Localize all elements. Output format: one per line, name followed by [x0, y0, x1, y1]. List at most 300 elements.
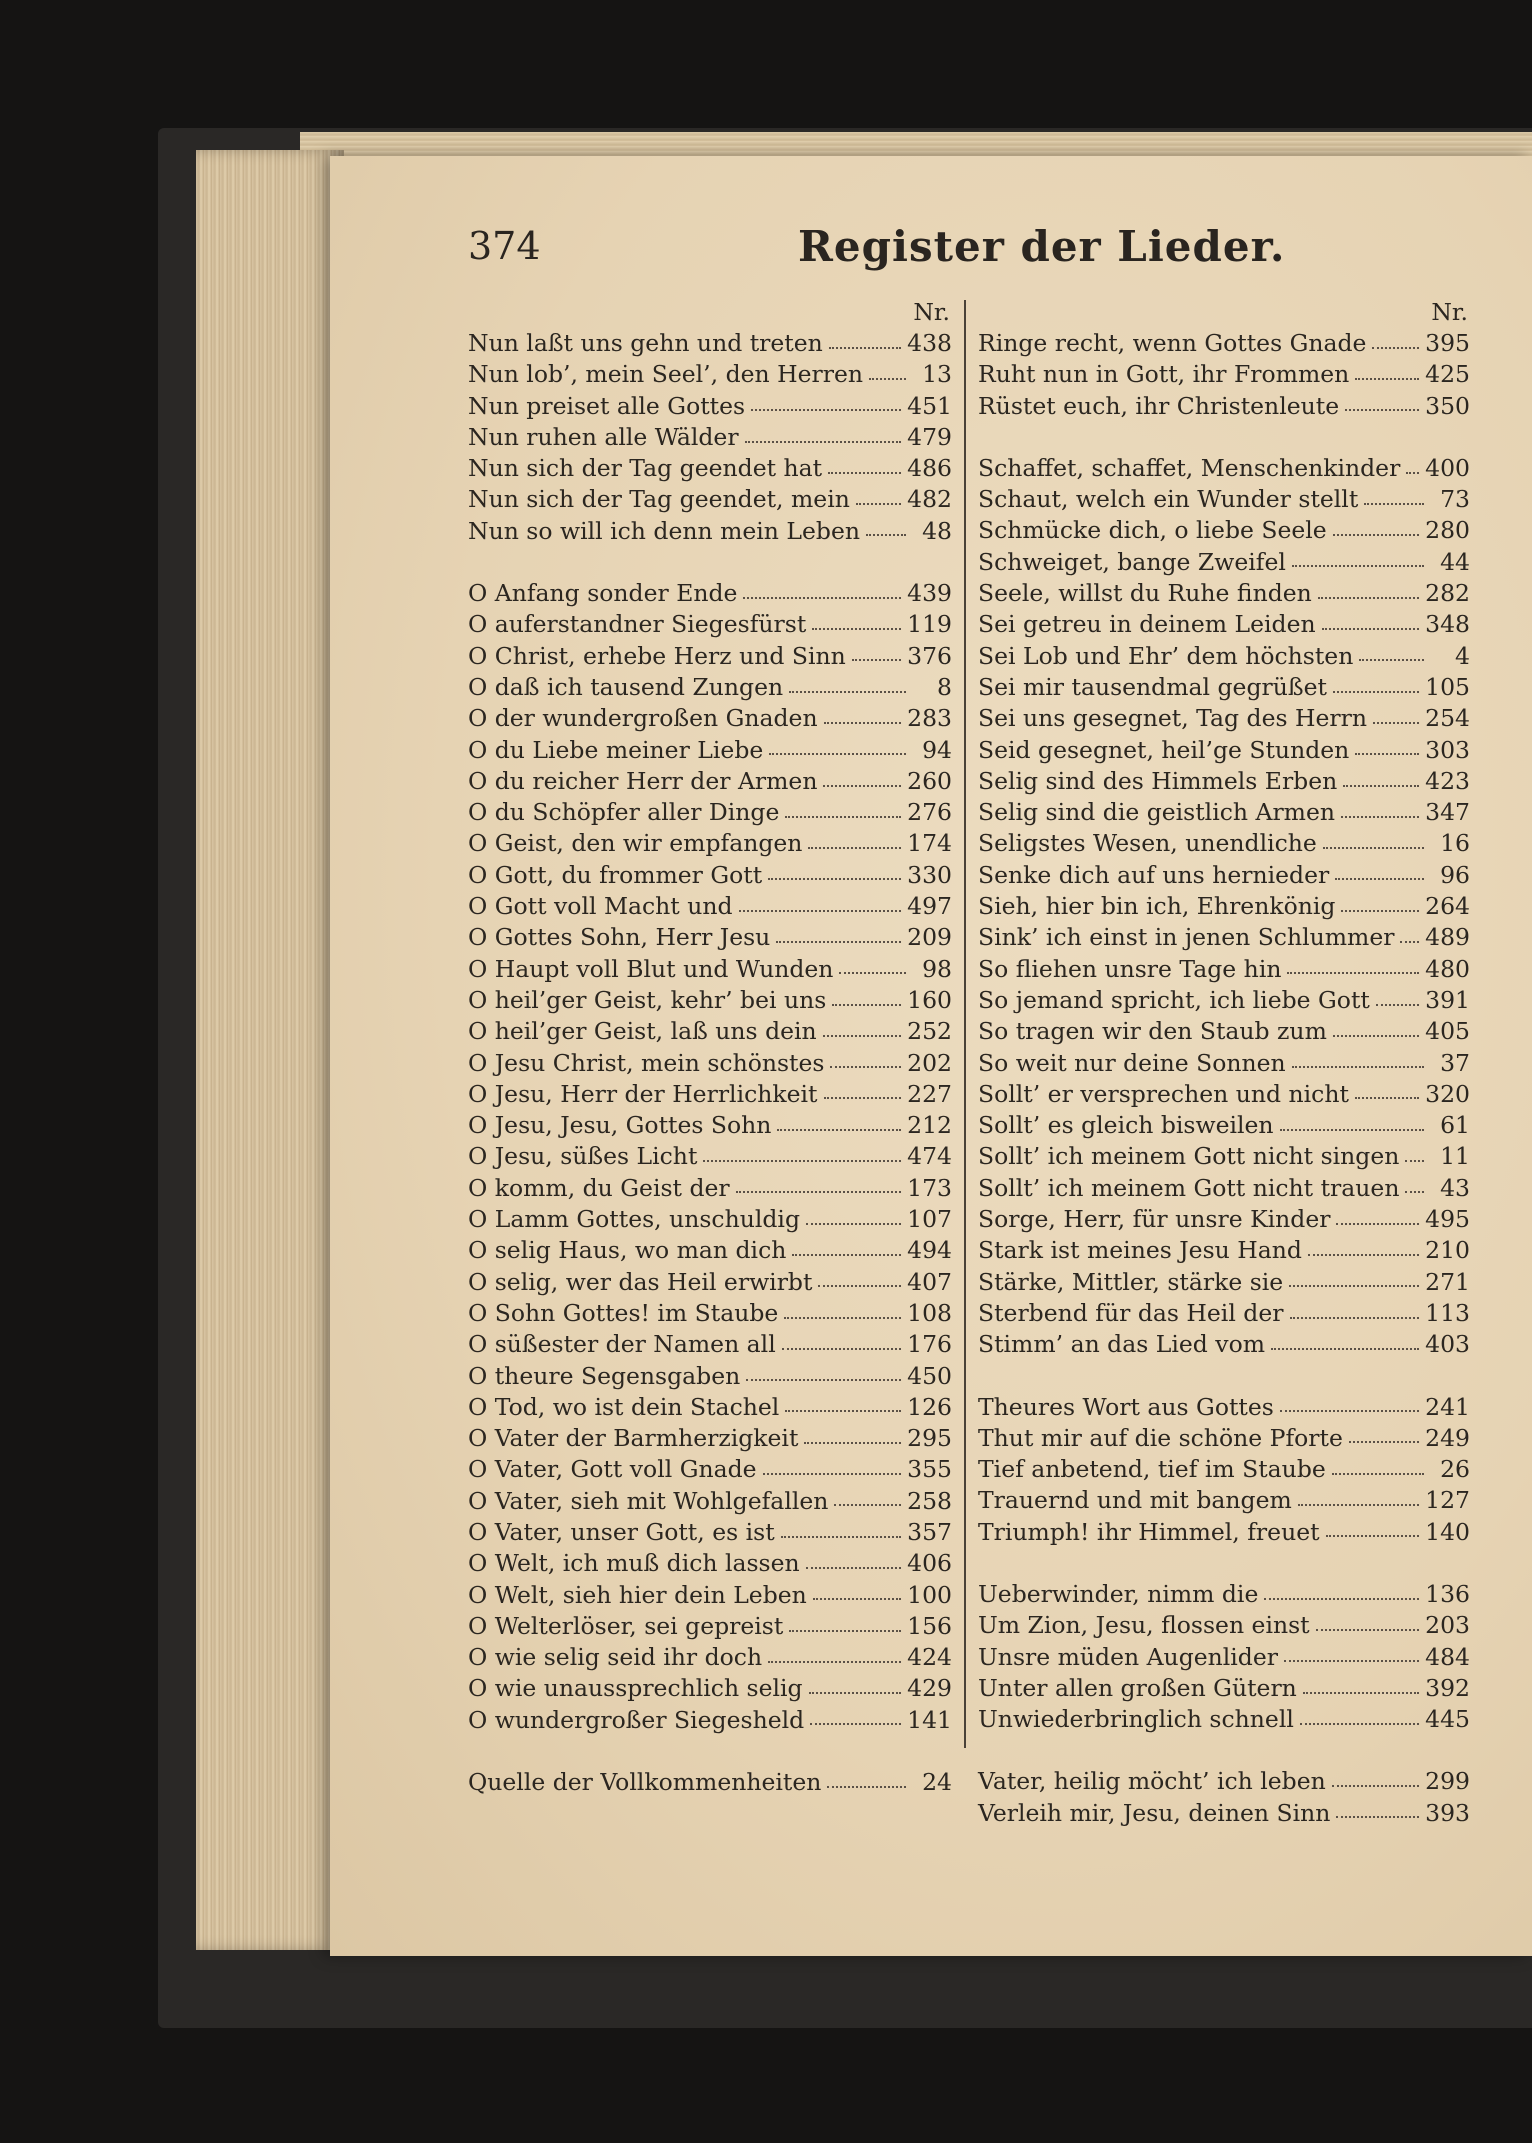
hymn-title: O Jesu Christ, mein schönstes: [468, 1048, 825, 1077]
index-entry: [978, 1642, 1470, 1673]
hymn-number: 107: [907, 1205, 952, 1234]
right-column: [978, 296, 1470, 1829]
hymn-title: O du Schöpfer aller Dinge: [468, 798, 780, 827]
index-entry: [978, 484, 1470, 515]
index-entry: [468, 891, 952, 922]
hymn-number: 203: [1425, 1611, 1470, 1640]
hymn-title: So tragen wir den Staub zum: [978, 1017, 1327, 1046]
hymn-number: 486: [907, 454, 952, 483]
hymn-title: Schmücke dich, o liebe Seele: [978, 516, 1327, 545]
index-entry: [978, 515, 1470, 546]
dot-leader: [776, 941, 901, 943]
hymn-number: 299: [1425, 1767, 1470, 1796]
hymn-number: 174: [907, 829, 952, 858]
dot-leader: [808, 847, 901, 849]
index-entry: [468, 578, 952, 609]
dot-leader: [1298, 1504, 1419, 1506]
hymn-number: 258: [907, 1486, 952, 1515]
hymn-title: Trauernd und mit bangem: [978, 1486, 1292, 1515]
hymn-title: Quelle der Vollkommenheiten: [468, 1768, 822, 1797]
dot-leader: [1292, 565, 1424, 567]
hymn-number: 271: [1425, 1267, 1470, 1296]
hymn-number: 395: [1425, 329, 1470, 357]
dot-leader: [1333, 1035, 1419, 1037]
hymn-number: 61: [1440, 1111, 1470, 1140]
index-entry: [978, 1141, 1470, 1172]
dot-leader: [806, 1567, 901, 1569]
index-entry: [978, 1517, 1470, 1548]
hymn-number: 96: [1440, 860, 1470, 889]
hymn-title: Sollt’ er versprechen und nicht: [978, 1079, 1349, 1108]
hymn-title: O Gottes Sohn, Herr Jesu: [468, 923, 771, 952]
dot-leader: [1400, 941, 1419, 943]
hymn-title: Nun lob’, mein Seel’, den Herren: [468, 360, 864, 389]
hymn-number: 126: [907, 1392, 952, 1421]
index-entry: [468, 1361, 952, 1392]
hymn-title: O komm, du Geist der: [468, 1173, 730, 1202]
hymn-number: 260: [907, 766, 952, 795]
dot-leader: [823, 785, 901, 787]
hymn-title: O Gott, du frommer Gott: [468, 860, 763, 889]
dot-leader: [1280, 1410, 1419, 1412]
dot-leader: [1345, 409, 1419, 411]
hymn-number: 37: [1440, 1048, 1470, 1077]
hymn-number: 202: [907, 1048, 952, 1077]
dot-leader: [781, 1536, 901, 1538]
index-entry: [468, 453, 952, 484]
hymn-title: Theures Wort aus Gottes: [978, 1392, 1274, 1421]
hymn-number: 176: [907, 1330, 952, 1359]
hymn-title: Unter allen großen Gütern: [978, 1673, 1297, 1702]
index-entry: [978, 1766, 1470, 1797]
index-entry: [978, 1016, 1470, 1047]
hymn-title: Schaffet, schaffet, Menschenkinder: [978, 453, 1401, 482]
index-entry: [978, 1267, 1470, 1298]
dot-leader: [1372, 347, 1419, 349]
index-entry: [978, 1110, 1470, 1141]
dot-leader: [1336, 1223, 1419, 1225]
index-entry: [468, 1048, 952, 1079]
hymn-number: 136: [1425, 1579, 1470, 1608]
hymn-number: 254: [1425, 704, 1470, 733]
hymn-title: Nun sich der Tag geendet, mein: [468, 485, 850, 514]
dot-leader: [823, 1035, 901, 1037]
hymn-title: Nun ruhen alle Wälder: [468, 422, 739, 451]
hymn-number: 276: [907, 798, 952, 827]
index-entry: [468, 1580, 952, 1611]
dot-leader: [1376, 1004, 1419, 1006]
nr-column-label: Nr.: [913, 298, 950, 326]
hymn-number: 497: [907, 892, 952, 921]
index-entry: [978, 453, 1470, 484]
dot-leader: [832, 1004, 901, 1006]
dot-leader: [1323, 847, 1424, 849]
hymn-title: Nun preiset alle Gottes: [468, 391, 746, 420]
hymn-title: Seligstes Wesen, unendliche: [978, 829, 1317, 858]
index-entry: [468, 359, 952, 390]
hymn-title: Um Zion, Jesu, flossen einst: [978, 1611, 1310, 1640]
hymn-number: 26: [1440, 1455, 1470, 1484]
index-entry: [978, 828, 1470, 859]
index-entry: [468, 985, 952, 1016]
dot-leader: [1343, 785, 1419, 787]
hymn-title: O Vater, Gott voll Gnade: [468, 1455, 757, 1484]
dot-leader: [1308, 1254, 1419, 1256]
hymn-title: O Gott voll Macht und: [468, 892, 733, 921]
hymn-title: O Jesu, Herr der Herrlichkeit: [468, 1079, 818, 1108]
hymn-number: 357: [907, 1517, 952, 1546]
index-entry: [978, 1173, 1470, 1204]
hymn-number: 393: [1425, 1798, 1470, 1827]
hymn-title: O theure Segensgaben: [468, 1361, 741, 1390]
hymn-title: O selig Haus, wo man dich: [468, 1236, 787, 1265]
hymn-number: 295: [907, 1424, 952, 1453]
dot-leader: [1292, 1066, 1424, 1068]
dot-leader: [785, 1410, 901, 1412]
index-entry: [978, 609, 1470, 640]
index-entry: [468, 1329, 952, 1360]
column-divider: [964, 300, 966, 1748]
hymn-title: Sink’ ich einst in jenen Schlummer: [978, 923, 1395, 952]
dot-leader: [1359, 659, 1424, 661]
section-gap: [978, 1548, 1470, 1579]
dot-leader: [1333, 534, 1419, 536]
hymn-title: Stimm’ an das Lied vom: [978, 1330, 1266, 1359]
hymn-number: 98: [922, 954, 952, 983]
index-entry: [468, 797, 952, 828]
index-entry: [978, 766, 1470, 797]
dot-leader: [1271, 1348, 1419, 1350]
index-entry: [978, 985, 1470, 1016]
hymn-title: O Welt, sieh hier dein Leben: [468, 1580, 807, 1609]
index-entry: [978, 891, 1470, 922]
hymn-title: O Vater der Barmherzigkeit: [468, 1424, 799, 1453]
hymn-number: 252: [907, 1017, 952, 1046]
index-entry: [978, 1329, 1470, 1360]
hymn-title: Verleih mir, Jesu, deinen Sinn: [978, 1798, 1331, 1827]
dot-leader: [834, 1504, 901, 1506]
index-entry: [468, 1767, 952, 1798]
dot-leader: [856, 503, 901, 505]
hymn-number: 44: [1440, 547, 1470, 576]
hymn-title: Stärke, Mittler, stärke sie: [978, 1267, 1284, 1296]
hymn-number: 160: [907, 985, 952, 1014]
dot-leader: [1341, 910, 1419, 912]
dot-leader: [1349, 1441, 1419, 1443]
hymn-title: Sollt’ ich meinem Gott nicht trauen: [978, 1173, 1400, 1202]
index-entry: [468, 609, 952, 640]
hymn-number: 400: [1425, 453, 1470, 482]
hymn-number: 105: [1425, 672, 1470, 701]
dot-leader: [777, 1129, 901, 1131]
index-entry: [468, 1235, 952, 1266]
hymn-title: O Tod, wo ist dein Stachel: [468, 1392, 780, 1421]
index-entry: [978, 922, 1470, 953]
hymn-title: O Geist, den wir empfangen: [468, 829, 803, 858]
hymn-title: So weit nur deine Sonnen: [978, 1048, 1286, 1077]
hymn-number: 303: [1425, 735, 1470, 764]
hymn-title: O wie selig seid ihr doch: [468, 1643, 763, 1672]
dot-leader: [1289, 1285, 1419, 1287]
dot-leader: [739, 910, 902, 912]
dot-leader: [1322, 628, 1420, 630]
dot-leader: [824, 722, 902, 724]
hymn-number: 280: [1425, 516, 1470, 545]
hymn-number: 407: [907, 1267, 952, 1296]
hymn-number: 425: [1425, 360, 1470, 389]
index-entry: [978, 954, 1470, 985]
index-entry: [468, 641, 952, 672]
hymn-title: O Vater, unser Gott, es ist: [468, 1517, 775, 1546]
index-entry: [978, 1485, 1470, 1516]
hymn-title: O der wundergroßen Gnaden: [468, 704, 818, 733]
index-entry: [468, 422, 952, 453]
hymn-number: 241: [1425, 1392, 1470, 1421]
hymn-number: 406: [907, 1549, 952, 1578]
hymn-title: Sei mir tausendmal gegrüßet: [978, 672, 1327, 701]
dot-leader: [827, 1786, 906, 1788]
hymn-title: Seid gesegnet, heil’ge Stunden: [978, 735, 1350, 764]
index-entry: [978, 1392, 1470, 1423]
hymn-title: Schweiget, bange Zweifel: [978, 547, 1286, 576]
index-entry: [978, 703, 1470, 734]
hymn-number: 4: [1455, 641, 1470, 670]
index-entry: [468, 1673, 952, 1704]
index-entry: [468, 1611, 952, 1642]
hymn-title: O heil’ger Geist, laß uns dein: [468, 1017, 817, 1046]
hymn-number: 439: [907, 579, 952, 608]
hymn-title: Seele, willst du Ruhe finden: [978, 579, 1312, 608]
dot-leader: [830, 1066, 901, 1068]
dot-leader: [829, 347, 901, 349]
hymn-number: 48: [922, 516, 952, 545]
hymn-title: Ruht nun in Gott, ihr Frommen: [978, 360, 1350, 389]
hymn-number: 11: [1440, 1142, 1470, 1171]
section-gap: [978, 1361, 1470, 1392]
index-entry: [978, 1423, 1470, 1454]
dot-leader: [792, 1254, 901, 1256]
hymn-title: Senke dich auf uns hernieder: [978, 860, 1330, 889]
dot-leader: [1406, 472, 1419, 474]
dot-leader: [1332, 1473, 1424, 1475]
left-column: [468, 296, 952, 1798]
index-entry: [468, 1173, 952, 1204]
hymn-number: 484: [1425, 1642, 1470, 1671]
hymn-number: 330: [907, 860, 952, 889]
index-entry: [468, 328, 952, 359]
hymn-number: 348: [1425, 610, 1470, 639]
hymn-title: O Christ, erhebe Herz und Sinn: [468, 641, 846, 670]
index-entry: [468, 672, 952, 703]
index-entry: [468, 954, 952, 985]
hymn-title: Vater, heilig möcht’ ich leben: [978, 1767, 1326, 1796]
hymn-number: 392: [1425, 1673, 1470, 1702]
index-entry: [468, 1204, 952, 1235]
index-entry: [978, 735, 1470, 766]
dot-leader: [1364, 503, 1424, 505]
index-entry: [468, 391, 952, 422]
hymn-title: O Welterlöser, sei gepreist: [468, 1611, 784, 1640]
dot-leader: [1333, 691, 1419, 693]
index-entry: [468, 735, 952, 766]
index-entry: [468, 1141, 952, 1172]
hymn-title: Sollt’ es gleich bisweilen: [978, 1111, 1274, 1140]
hymn-number: 282: [1425, 579, 1470, 608]
hymn-number: 127: [1425, 1486, 1470, 1515]
dot-leader: [745, 441, 902, 443]
hymn-number: 100: [907, 1580, 952, 1609]
hymn-number: 108: [907, 1298, 952, 1327]
index-entry: [978, 641, 1470, 672]
dot-leader: [743, 597, 901, 599]
hymn-title: O Welt, ich muß dich lassen: [468, 1549, 800, 1578]
hymn-number: 8: [937, 672, 952, 701]
hymn-number: 249: [1425, 1423, 1470, 1452]
index-entry: [468, 922, 952, 953]
nr-column-label: Nr.: [1431, 298, 1468, 326]
hymn-title: Sorge, Herr, für unsre Kinder: [978, 1205, 1331, 1234]
hymn-number: 480: [1425, 954, 1470, 983]
hymn-title: O Anfang sonder Ende: [468, 579, 738, 608]
dot-leader: [1303, 1692, 1419, 1694]
hymn-number: 73: [1440, 485, 1470, 514]
dot-leader: [768, 878, 901, 880]
hymn-number: 347: [1425, 798, 1470, 827]
hymn-title: Ringe recht, wenn Gottes Gnade: [978, 329, 1367, 357]
hymn-title: Nun laßt uns gehn und treten: [468, 329, 823, 357]
hymn-title: O Sohn Gottes! im Staube: [468, 1298, 779, 1327]
dot-leader: [810, 1723, 901, 1725]
page-stack-side-edge: [196, 150, 344, 1950]
dot-leader: [763, 1473, 902, 1475]
index-entry: [978, 1079, 1470, 1110]
index-entry: [978, 1673, 1470, 1704]
hymn-title: So fliehen unsre Tage hin: [978, 954, 1282, 983]
hymn-title: Sieh, hier bin ich, Ehrenkönig: [978, 892, 1336, 921]
hymn-number: 94: [922, 735, 952, 764]
page-number: 374: [468, 224, 541, 268]
dot-leader: [818, 1285, 901, 1287]
hymn-number: 43: [1440, 1173, 1470, 1202]
dot-leader: [1318, 597, 1419, 599]
index-entry: [978, 578, 1470, 609]
hymn-number: 355: [907, 1455, 952, 1484]
index-entry: [978, 1298, 1470, 1329]
index-entry: [978, 1704, 1470, 1735]
index-entry: [468, 1454, 952, 1485]
hymn-number: 156: [907, 1611, 952, 1640]
hymn-number: 429: [907, 1674, 952, 1703]
section-gap: [978, 422, 1470, 453]
hymn-title: Sei Lob und Ehr’ dem höchsten: [978, 641, 1354, 670]
dot-leader: [866, 534, 906, 536]
hymn-title: O auferstandner Siegesfürst: [468, 610, 807, 639]
hymn-title: So jemand spricht, ich liebe Gott: [978, 985, 1370, 1014]
hymn-number: 405: [1425, 1017, 1470, 1046]
hymn-number: 391: [1425, 985, 1470, 1014]
hymn-number: 113: [1425, 1298, 1470, 1327]
hymn-title: O Jesu, Jesu, Gottes Sohn: [468, 1111, 772, 1140]
hymn-title: O Vater, sieh mit Wohlgefallen: [468, 1486, 829, 1515]
hymn-title: O du reicher Herr der Armen: [468, 766, 818, 795]
index-entry: [468, 860, 952, 891]
hymn-number: 450: [907, 1361, 952, 1390]
hymn-number: 494: [907, 1236, 952, 1265]
dot-leader: [1405, 1160, 1424, 1162]
hymn-number: 451: [907, 391, 952, 420]
index-entry: [468, 703, 952, 734]
hymn-number: 264: [1425, 892, 1470, 921]
dot-leader: [852, 659, 901, 661]
index-entry: [978, 328, 1470, 359]
page-header: [468, 224, 1468, 284]
index-entry: [468, 1392, 952, 1423]
index-entry: [978, 391, 1470, 422]
index-entry: [468, 1423, 952, 1454]
dot-leader: [782, 1348, 901, 1350]
hymn-number: 210: [1425, 1236, 1470, 1265]
hymn-title: O selig, wer das Heil erwirbt: [468, 1267, 813, 1296]
dot-leader: [768, 1661, 901, 1663]
hymn-title: O süßester der Namen all: [468, 1330, 776, 1359]
index-entry: [468, 1267, 952, 1298]
hymn-number: 423: [1425, 766, 1470, 795]
hymn-title: Rüstet euch, ihr Christenleute: [978, 391, 1340, 420]
dot-leader: [1373, 722, 1419, 724]
dot-leader: [813, 1598, 901, 1600]
hymn-title: Unwiederbringlich schnell: [978, 1705, 1294, 1734]
index-entry: [468, 1548, 952, 1579]
hymn-number: 209: [907, 923, 952, 952]
index-entry: [978, 547, 1470, 578]
hymn-number: 227: [907, 1079, 952, 1108]
hymn-number: 424: [907, 1643, 952, 1672]
hymn-number: 13: [922, 360, 952, 389]
hymn-number: 376: [907, 641, 952, 670]
index-entry: [468, 1486, 952, 1517]
dot-leader: [769, 753, 906, 755]
hymn-title: O daß ich tausend Zungen: [468, 672, 784, 701]
dot-leader: [1326, 1535, 1420, 1537]
hymn-title: Sterbend für das Heil der: [978, 1298, 1284, 1327]
dot-leader: [1355, 753, 1419, 755]
hymn-title: Selig sind des Himmels Erben: [978, 766, 1338, 795]
hymn-title: Sollt’ ich meinem Gott nicht singen: [978, 1142, 1400, 1171]
hymn-title: O wundergroßer Siegesheld: [468, 1705, 805, 1734]
index-entry: [978, 1454, 1470, 1485]
dot-leader: [869, 378, 906, 380]
dot-leader: [789, 691, 906, 693]
dot-leader: [809, 1692, 902, 1694]
index-entry: [978, 860, 1470, 891]
dot-leader: [1355, 1097, 1419, 1099]
dot-leader: [839, 972, 906, 974]
dot-leader: [1335, 878, 1424, 880]
index-entry: [978, 1610, 1470, 1641]
hymn-title: Stark ist meines Jesu Hand: [978, 1236, 1302, 1265]
dot-leader: [736, 1191, 902, 1193]
hymn-title: O wie unaussprechlich selig: [468, 1674, 803, 1703]
section-gap: [468, 1736, 952, 1767]
dot-leader: [703, 1160, 901, 1162]
hymn-number: 16: [1440, 829, 1470, 858]
hymn-title: Triumph! ihr Himmel, freuet: [978, 1517, 1320, 1546]
dot-leader: [1264, 1598, 1419, 1600]
index-entry: [468, 1705, 952, 1736]
index-entry: [978, 1048, 1470, 1079]
index-entry: [468, 516, 952, 547]
hymn-number: 173: [907, 1173, 952, 1202]
